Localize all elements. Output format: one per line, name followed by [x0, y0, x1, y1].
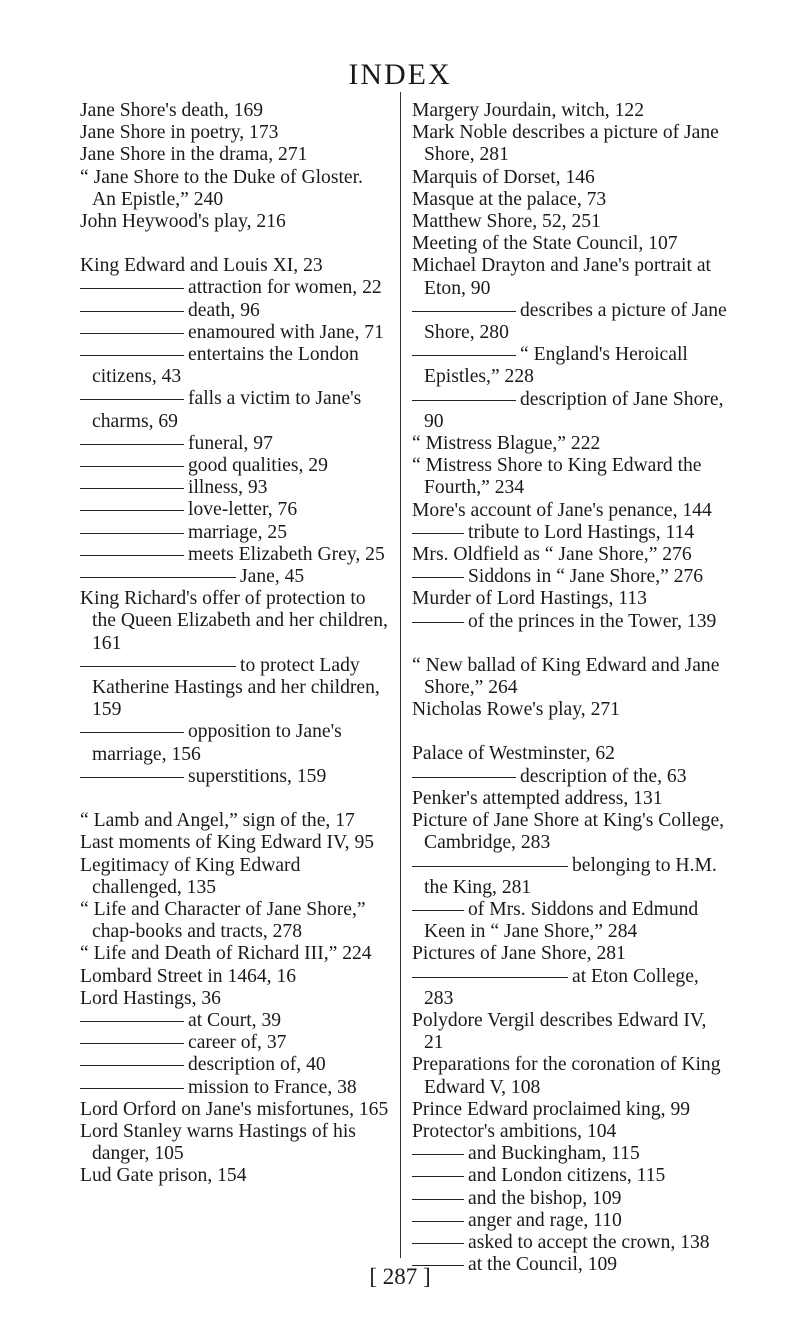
index-entry: “ Life and Death of Richard III,” 224 [80, 943, 372, 965]
subentry-text: description of, 40 [188, 1054, 326, 1076]
index-subentry [412, 344, 730, 388]
index-entry: Jane Shore's death, 169 [80, 100, 264, 121]
ditto-rule [80, 466, 184, 467]
index-entry: King Edward and Louis XI, 23 [80, 255, 323, 277]
subentry-text: and London citizens, 115 [468, 1165, 666, 1187]
subentry-text: superstitions, 159 [188, 765, 327, 787]
index-subentry [80, 1010, 390, 1032]
subentry-text: at Eton College, 283 [424, 965, 699, 1009]
column-divider [400, 92, 401, 1258]
index-subentry [80, 522, 390, 544]
index-entry: Lord Stanley warns Hastings of his danger, 105 [80, 1120, 356, 1165]
subentry-text: funeral, 97 [188, 432, 273, 454]
ditto-rule [412, 355, 516, 356]
ditto-rule [80, 555, 184, 556]
index-subentry [412, 300, 730, 344]
index-entry: King Richard's offer of protection to the Queen Elizabeth and her children, 161 [80, 588, 388, 654]
index-subentry [412, 566, 730, 588]
subentry-text: belonging to H.M. the King, 281 [424, 854, 717, 898]
subentry-text: of Mrs. Siddons and Edmund Keen in “ Jane Shore,” 284 [424, 898, 699, 943]
index-subentry [80, 1054, 390, 1076]
ditto-rule [80, 533, 184, 534]
ditto-rule [412, 1243, 464, 1244]
index-entry: “ Mistress Shore to King Edward the Fourth,” 234 [412, 455, 702, 499]
index-entry: “ Life and Character of Jane Shore,” chap-books and tracts, 278 [80, 898, 366, 943]
subentry-text: at the Council, 109 [468, 1254, 618, 1276]
ditto-rule [80, 333, 184, 334]
index-subentry [80, 544, 390, 566]
index-entry: Legitimacy of King Edward challenged, 135 [80, 854, 301, 898]
ditto-rule [412, 1221, 464, 1222]
index-entry: Polydore Vergil describes Edward IV, 21 [412, 1009, 707, 1054]
ditto-rule [80, 732, 184, 733]
ditto-rule [80, 399, 184, 400]
subentry-text: meets Elizabeth Grey, 25 [188, 543, 385, 565]
index-subentry [80, 277, 390, 299]
subentry-text: attraction for women, 22 [188, 277, 382, 299]
index-entry: Michael Drayton and Jane's portrait at Eton, 90 [412, 255, 711, 299]
index-entry: “ Mistress Blague,” 222 [412, 433, 601, 455]
subentry-text: illness, 93 [188, 477, 268, 499]
subentry-text: career of, 37 [188, 1032, 287, 1054]
index-entry: Mark Noble describes a picture of Jane Shore, 281 [412, 122, 719, 166]
ditto-rule [412, 400, 516, 401]
index-entry: Marquis of Dorset, 146 [412, 166, 595, 188]
subentry-text: and the bishop, 109 [468, 1187, 622, 1209]
index-entry: Prince Edward proclaimed king, 99 [412, 1098, 691, 1120]
ditto-rule [412, 777, 516, 778]
subentry-text: of the princes in the Tower, 139 [468, 610, 717, 632]
index-subentry [80, 322, 390, 344]
subentry-text: Siddons in “ Jane Shore,” 276 [468, 566, 704, 588]
index-subentry [80, 655, 390, 722]
subentry-text: entertains the London citizens, 43 [92, 344, 359, 388]
ditto-rule [80, 1043, 184, 1044]
index-entry: Picture of Jane Shore at King's College, Cambridge, 283 [412, 810, 725, 854]
subentry-text: love-letter, 76 [188, 499, 298, 521]
ditto-rule [80, 355, 184, 356]
index-subentry [412, 389, 730, 433]
index-subentry [80, 344, 390, 388]
index-entry: Lud Gate prison, 154 [80, 1165, 247, 1187]
index-subentry [80, 455, 390, 477]
subentry-text: and Buckingham, 115 [468, 1143, 640, 1165]
index-subentry [80, 1077, 390, 1099]
index-entry: Lord Hastings, 36 [80, 987, 221, 1009]
index-entry: Matthew Shore, 52, 251 [412, 211, 601, 233]
index-entry: Murder of Lord Hastings, 113 [412, 588, 647, 610]
subentry-text: falls a victim to Jane's charms, 69 [92, 388, 362, 432]
ditto-rule [412, 622, 464, 623]
subentry-text: enamoured with Jane, 71 [188, 321, 384, 343]
index-column-left [80, 100, 390, 1188]
page-number: [ 287 ] [369, 1264, 431, 1289]
index-entry: “ New ballad of King Edward and Jane Shore,” 264 [412, 654, 720, 699]
index-entry: More's account of Jane's penance, 144 [412, 499, 712, 521]
index-subentry [412, 855, 730, 899]
index-subentry [412, 1188, 730, 1210]
ditto-rule [412, 910, 464, 911]
index-subentry [412, 1143, 730, 1165]
index-entry: Lombard Street in 1464, 16 [80, 965, 297, 987]
ditto-rule [412, 1176, 464, 1177]
subentry-text: description of Jane Shore, 90 [424, 388, 724, 432]
subentry-text: anger and rage, 110 [468, 1209, 622, 1231]
index-subentry [412, 1232, 730, 1254]
subentry-text: “ England's Heroicall Epistles,” 228 [424, 344, 688, 388]
ditto-rule [80, 666, 236, 667]
index-entry: Pictures of Jane Shore, 281 [412, 943, 626, 965]
page-title: INDEX [348, 58, 452, 91]
index-entry: Meeting of the State Council, 107 [412, 233, 678, 255]
index-entry: Jane Shore in poetry, 173 [80, 122, 279, 144]
index-column-right [412, 100, 730, 1276]
subentry-text: good qualities, 29 [188, 455, 328, 477]
index-entry: Last moments of King Edward IV, 95 [80, 832, 375, 854]
subentry-text: tribute to Lord Hastings, 114 [468, 521, 695, 543]
index-subentry [80, 721, 390, 765]
index-subentry [412, 1210, 730, 1232]
subentry-text: opposition to Jane's marriage, 156 [92, 721, 342, 765]
index-subentry [412, 1165, 730, 1187]
ditto-rule [412, 1154, 464, 1155]
ditto-rule [80, 444, 184, 445]
subentry-text: at Court, 39 [188, 1009, 282, 1031]
subentry-text: death, 96 [188, 299, 260, 321]
subentry-text: mission to France, 38 [188, 1076, 357, 1098]
index-entry: John Heywood's play, 216 [80, 211, 286, 233]
index-subentry [80, 433, 390, 455]
ditto-rule [80, 777, 184, 778]
index-entry: Margery Jourdain, witch, 122 [412, 100, 644, 121]
index-subentry [80, 499, 390, 521]
subentry-text: Jane, 45 [240, 566, 305, 588]
ditto-rule [80, 488, 184, 489]
index-subentry [412, 966, 730, 1010]
index-entry: Preparations for the coronation of King Edward V, 108 [412, 1054, 721, 1098]
index-entry: Masque at the palace, 73 [412, 188, 607, 210]
ditto-rule [412, 866, 568, 867]
index-subentry [80, 1032, 390, 1054]
index-entry: Penker's attempted address, 131 [412, 787, 663, 809]
ditto-rule [80, 510, 184, 511]
index-entry: Mrs. Oldfield as “ Jane Shore,” 276 [412, 544, 692, 566]
index-subentry [80, 388, 390, 432]
index-entry: Protector's ambitions, 104 [412, 1120, 617, 1142]
index-entry: “ Lamb and Angel,” sign of the, 17 [80, 810, 355, 832]
ditto-rule [80, 1021, 184, 1022]
ditto-rule [412, 311, 516, 312]
index-entry: Jane Shore in the drama, 271 [80, 144, 308, 166]
index-entry: Palace of Westminster, 62 [412, 743, 615, 765]
ditto-rule [80, 577, 236, 578]
index-subentry [412, 611, 730, 633]
ditto-rule [412, 577, 464, 578]
index-entry: Nicholas Rowe's play, 271 [412, 699, 620, 721]
ditto-rule [412, 977, 568, 978]
subentry-text: asked to accept the crown, 138 [468, 1231, 710, 1253]
subentry-text: marriage, 25 [188, 521, 288, 543]
ditto-rule [412, 533, 464, 534]
subentry-text: description of the, 63 [520, 765, 687, 787]
index-entry: Lord Orford on Jane's misfortunes, 165 [80, 1098, 389, 1120]
index-subentry [80, 300, 390, 322]
index-subentry [80, 477, 390, 499]
index-subentry [80, 566, 390, 588]
ditto-rule [80, 1088, 184, 1089]
ditto-rule [412, 1199, 464, 1200]
index-subentry [412, 899, 730, 943]
index-subentry [412, 766, 730, 788]
subentry-text: describes a picture of Jane Shore, 280 [424, 299, 727, 344]
ditto-rule [80, 288, 184, 289]
index-entry: “ Jane Shore to the Duke of Gloster. An Epistle,” 240 [80, 166, 363, 210]
index-subentry [80, 766, 390, 788]
ditto-rule [80, 311, 184, 312]
subentry-text: to protect Lady Katherine Hastings and her children, 159 [92, 654, 380, 721]
ditto-rule [80, 1065, 184, 1066]
index-subentry [412, 522, 730, 544]
